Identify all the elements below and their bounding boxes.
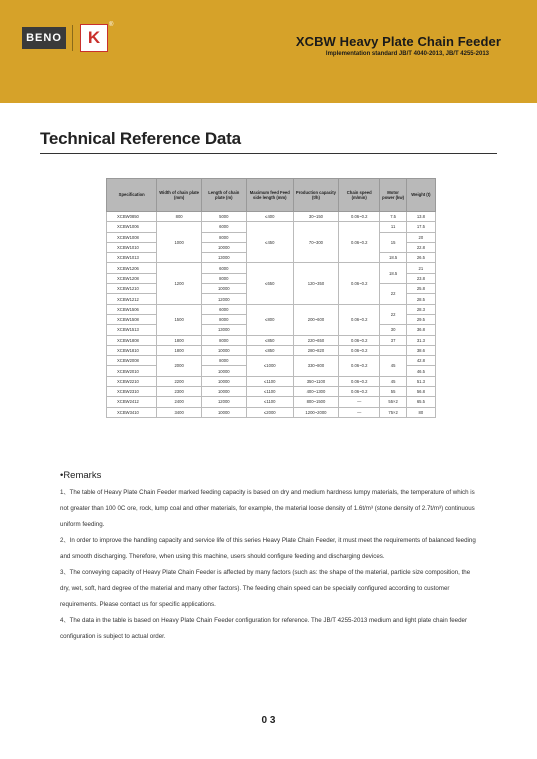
cell: 8000: [201, 356, 246, 366]
cell: XCBW0850: [107, 212, 157, 222]
cell: 330~800: [293, 356, 338, 377]
cell: 0.06~0.2: [338, 222, 379, 263]
cell: 22: [380, 304, 406, 325]
cell: 1800: [157, 345, 202, 355]
cell: 2200: [157, 376, 202, 386]
cell: 0.06~0.2: [338, 376, 379, 386]
remark-item: 2、In order to improve the handling capacity and service life of this series Heavy Plate Chain Feeder, it must meet the requirements of balanced feeding and smooth discharging. Therefore, when using this machine, users should configure feeding and discharging devices.: [60, 537, 476, 560]
cell: ≤850: [246, 345, 293, 355]
col-weight: Weight (t): [406, 179, 435, 212]
cell: XCBW1206: [107, 263, 157, 273]
cell: 75×2: [380, 407, 406, 417]
table-row: [107, 356, 436, 366]
cell: 8000: [201, 314, 246, 324]
cell: 42.8: [406, 356, 435, 366]
standard-subtitle: Implementation standard JB/T 4040-2013, JB/T 4255-2013: [325, 51, 489, 57]
cell: 22: [380, 284, 406, 305]
cell: 200~600: [293, 304, 338, 335]
cell: XCBW1008: [107, 232, 157, 242]
cell: 36.8: [406, 325, 435, 335]
cell: 8000: [201, 273, 246, 283]
cell: 6000: [201, 222, 246, 232]
cell: 51.3: [406, 376, 435, 386]
cell: 2300: [157, 387, 202, 397]
section-heading: Technical Reference Data: [40, 129, 241, 148]
cell: 20: [406, 232, 435, 242]
cell: 8000: [201, 232, 246, 242]
cell: 3400: [157, 407, 202, 417]
cell: 28.5: [406, 294, 435, 304]
cell: XCBW1212: [107, 294, 157, 304]
cell: ≤1100: [246, 376, 293, 386]
remark-item: 4、The data in the table is based on Heavy Plate Chain Feeder configuration for reference. The JB/T 4255-2013 medium and light plate chain feeder configuration is subject to actual order.: [60, 617, 468, 640]
cell: 0.06~0.2: [338, 356, 379, 377]
cell: 30: [380, 325, 406, 335]
cell: 120~350: [293, 263, 338, 304]
cell: XCBW2010: [107, 366, 157, 376]
cell: ≤400: [246, 212, 293, 222]
cell: 800~1500: [293, 397, 338, 407]
cell: 56.8: [406, 387, 435, 397]
cell: XCBW1506: [107, 304, 157, 314]
table-row: [107, 212, 436, 222]
table-row: [107, 345, 436, 355]
cell: XCBW3410: [107, 407, 157, 417]
cell: —: [338, 407, 379, 417]
cell: 18.5: [380, 253, 406, 263]
cell: 22.8: [406, 242, 435, 252]
col-length: Length of chain plate (m): [201, 179, 246, 212]
cell: ≤650: [246, 263, 293, 304]
cell: 13.8: [406, 212, 435, 222]
remarks-list: [60, 485, 476, 645]
cell: 6000: [201, 304, 246, 314]
cell: ≤1100: [246, 397, 293, 407]
cell: XCBW2210: [107, 376, 157, 386]
cell: 10000: [201, 387, 246, 397]
cell: 10000: [201, 242, 246, 252]
col-max-feed: Maximum feed Feed side length (mm): [246, 179, 293, 212]
cell: ≤800: [246, 304, 293, 335]
cell: 55×2: [380, 397, 406, 407]
remark-item: 1、The table of Heavy Plate Chain Feeder marked feeding capacity is based on dry and medium hardness lumpy materials, the temperature of which is not greater than 100 0C ore, rock, lump coal and other materials, for example, the material loose density of 1.6t/m³ (stone density of 2.7t/m³) continuous uniform feeding.: [60, 489, 475, 528]
cell: —: [338, 397, 379, 407]
cell: 10000: [201, 345, 246, 355]
cell: 7.5: [380, 212, 406, 222]
cell: 0.06~0.2: [338, 263, 379, 304]
cell: [380, 345, 406, 355]
cell: 1200: [157, 263, 202, 304]
col-specification: Specification: [107, 179, 157, 212]
col-motor-power: Motor power (kw): [380, 179, 406, 212]
cell: 30~150: [293, 212, 338, 222]
cell: XCBW2008: [107, 356, 157, 366]
beno-logo: BENO: [22, 27, 66, 49]
table-row: [107, 335, 436, 345]
cell: 6000: [201, 263, 246, 273]
cell: 0.06~0.2: [338, 345, 379, 355]
cell: XCBW1208: [107, 273, 157, 283]
logo-divider: [72, 25, 73, 51]
cell: XCBW1810: [107, 345, 157, 355]
cell: 13000: [201, 325, 246, 335]
cell: 5000: [201, 212, 246, 222]
cell: 800: [157, 212, 202, 222]
cell: ≤2000: [246, 407, 293, 417]
cell: 13000: [201, 253, 246, 263]
cell: 80: [406, 407, 435, 417]
cell: 15: [380, 232, 406, 253]
cell: 280~820: [293, 345, 338, 355]
page-header: [0, 0, 537, 103]
cell: XCBW1808: [107, 335, 157, 345]
cell: ≤1000: [246, 356, 293, 377]
k-logo-icon: K: [80, 24, 108, 52]
cell: 2400: [157, 397, 202, 407]
cell: 38.6: [406, 345, 435, 355]
cell: 350~1100: [293, 376, 338, 386]
cell: 11: [380, 222, 406, 232]
page-number: 0 3: [261, 715, 276, 726]
cell: XCBW1010: [107, 242, 157, 252]
cell: 10000: [201, 407, 246, 417]
col-width: Width of chain plate (mm): [157, 179, 202, 212]
heading-rule: [40, 153, 497, 154]
spec-table-body: [107, 212, 436, 418]
table-row: [107, 304, 436, 314]
table-row: [107, 407, 436, 417]
table-row: [107, 397, 436, 407]
cell: ≤850: [246, 335, 293, 345]
cell: 12000: [201, 397, 246, 407]
cell: 37: [380, 335, 406, 345]
cell: 1800: [157, 335, 202, 345]
document-title: XCBW Heavy Plate Chain Feeder: [295, 34, 501, 49]
cell: 12000: [201, 294, 246, 304]
registered-mark: ®: [109, 22, 114, 28]
cell: 26.5: [406, 253, 435, 263]
cell: 55: [380, 387, 406, 397]
cell: 45: [380, 356, 406, 377]
cell: XCBW1013: [107, 253, 157, 263]
cell: XCBW1006: [107, 222, 157, 232]
table-row: [107, 376, 436, 386]
cell: 2000: [157, 356, 202, 377]
table-row: [107, 387, 436, 397]
cell: 70~300: [293, 222, 338, 263]
cell: XCBW1508: [107, 314, 157, 324]
cell: 400~1300: [293, 387, 338, 397]
cell: 31.3: [406, 335, 435, 345]
cell: 0.06~0.2: [338, 335, 379, 345]
cell: 0.06~0.2: [338, 212, 379, 222]
header-row: [107, 179, 436, 212]
cell: 0.06~0.2: [338, 304, 379, 335]
cell: 28.3: [406, 304, 435, 314]
cell: 1500: [157, 304, 202, 335]
cell: 1200~2000: [293, 407, 338, 417]
cell: 21: [406, 263, 435, 273]
cell: 29.5: [406, 314, 435, 324]
cell: 10000: [201, 376, 246, 386]
cell: 10000: [201, 366, 246, 376]
cell: XCBW1513: [107, 325, 157, 335]
cell: XCBW1210: [107, 284, 157, 294]
table-row: [107, 222, 436, 232]
remark-item: 3、The conveying capacity of Heavy Plate Chain Feeder is affected by many factors (such as: the shape of the material, particle size composition, the dry, wet, soft, hard degree of the material and many other factors). The feeding chain speed can be specially configured according to customer requirements. Please contact us for specific applications.: [60, 569, 471, 608]
cell: 220~650: [293, 335, 338, 345]
cell: 46.5: [406, 366, 435, 376]
cell: 45: [380, 376, 406, 386]
col-chain-speed: Chain speed (m/min): [338, 179, 379, 212]
cell: ≤1100: [246, 387, 293, 397]
cell: 17.5: [406, 222, 435, 232]
cell: ≤450: [246, 222, 293, 263]
cell: 18.5: [380, 263, 406, 284]
cell: 25.8: [406, 284, 435, 294]
cell: 65.5: [406, 397, 435, 407]
cell: 1000: [157, 222, 202, 263]
cell: 8000: [201, 335, 246, 345]
spec-table-header: [107, 179, 436, 212]
cell: XCBW2310: [107, 387, 157, 397]
table-row: [107, 263, 436, 273]
cell: 10000: [201, 284, 246, 294]
col-capacity: Production capacity (t/h): [293, 179, 338, 212]
cell: 0.06~0.2: [338, 387, 379, 397]
cell: 23.8: [406, 273, 435, 283]
spec-table: [106, 178, 436, 418]
remarks-title: •Remarks: [60, 470, 102, 481]
cell: XCBW2412: [107, 397, 157, 407]
